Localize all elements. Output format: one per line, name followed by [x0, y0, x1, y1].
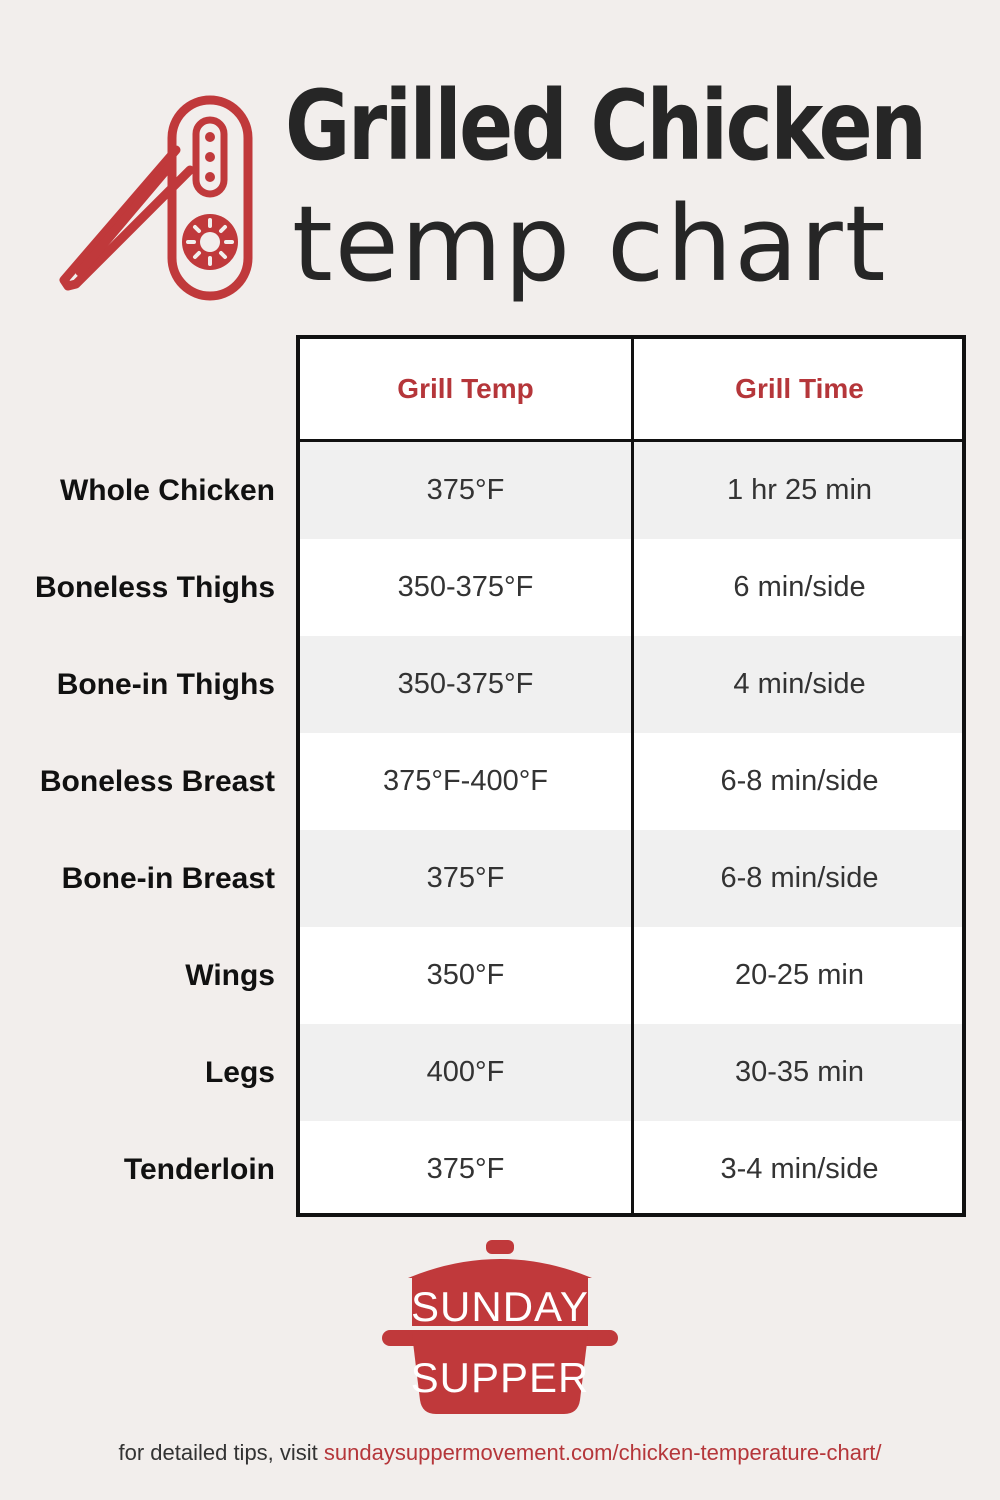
logo-sunday: SUNDAY [411, 1283, 589, 1330]
row-label-boneless-breast: Boneless Breast [39, 764, 275, 798]
cell-time: 4 min/side [733, 668, 866, 700]
row-label-wings: Wings [185, 958, 275, 992]
cell-time: 6-8 min/side [720, 862, 879, 894]
row-label-whole-chicken: Whole Chicken [59, 473, 275, 507]
cell-temp: 350-375°F [397, 668, 534, 700]
cell-temp: 375°F [426, 862, 505, 894]
cell-temp: 375°F [426, 1153, 505, 1185]
cell-time: 6-8 min/side [720, 765, 879, 797]
cell-temp: 400°F [426, 1056, 505, 1088]
row-label-tenderloin: Tenderloin [123, 1152, 275, 1186]
cell-temp: 375°F-400°F [382, 765, 549, 797]
column-divider [631, 339, 634, 1213]
header-grill-time: Grill Time [735, 373, 864, 404]
cell-time: 3-4 min/side [720, 1153, 879, 1185]
header-grill-temp: Grill Temp [397, 373, 534, 404]
cell-time: 6 min/side [733, 571, 866, 603]
temp-table [296, 335, 966, 1217]
page-title: Grilled Chicken [285, 70, 925, 182]
logo-supper: SUPPER [410, 1354, 590, 1401]
cell-time: 1 hr 25 min [726, 474, 873, 506]
cell-temp: 350°F [426, 959, 505, 991]
row-label-bone-in-thighs: Bone-in Thighs [56, 667, 275, 701]
footer-prefix: for detailed tips, visit [118, 1440, 324, 1465]
footer-note [0, 1440, 1000, 1466]
footer-link[interactable]: sundaysuppermovement.com/chicken-temperature-chart/ [323, 1440, 882, 1465]
cell-temp: 375°F [426, 474, 505, 506]
row-label-legs: Legs [204, 1055, 275, 1089]
row-label-boneless-thighs: Boneless Thighs [34, 570, 275, 604]
cell-time: 20-25 min [735, 959, 864, 991]
thermometer-icon [50, 92, 265, 302]
page-subtitle: temp chart [292, 183, 888, 305]
cell-time: 30-35 min [735, 1056, 864, 1088]
row-label-bone-in-breast: Bone-in Breast [61, 861, 275, 895]
cell-temp: 350-375°F [397, 571, 534, 603]
